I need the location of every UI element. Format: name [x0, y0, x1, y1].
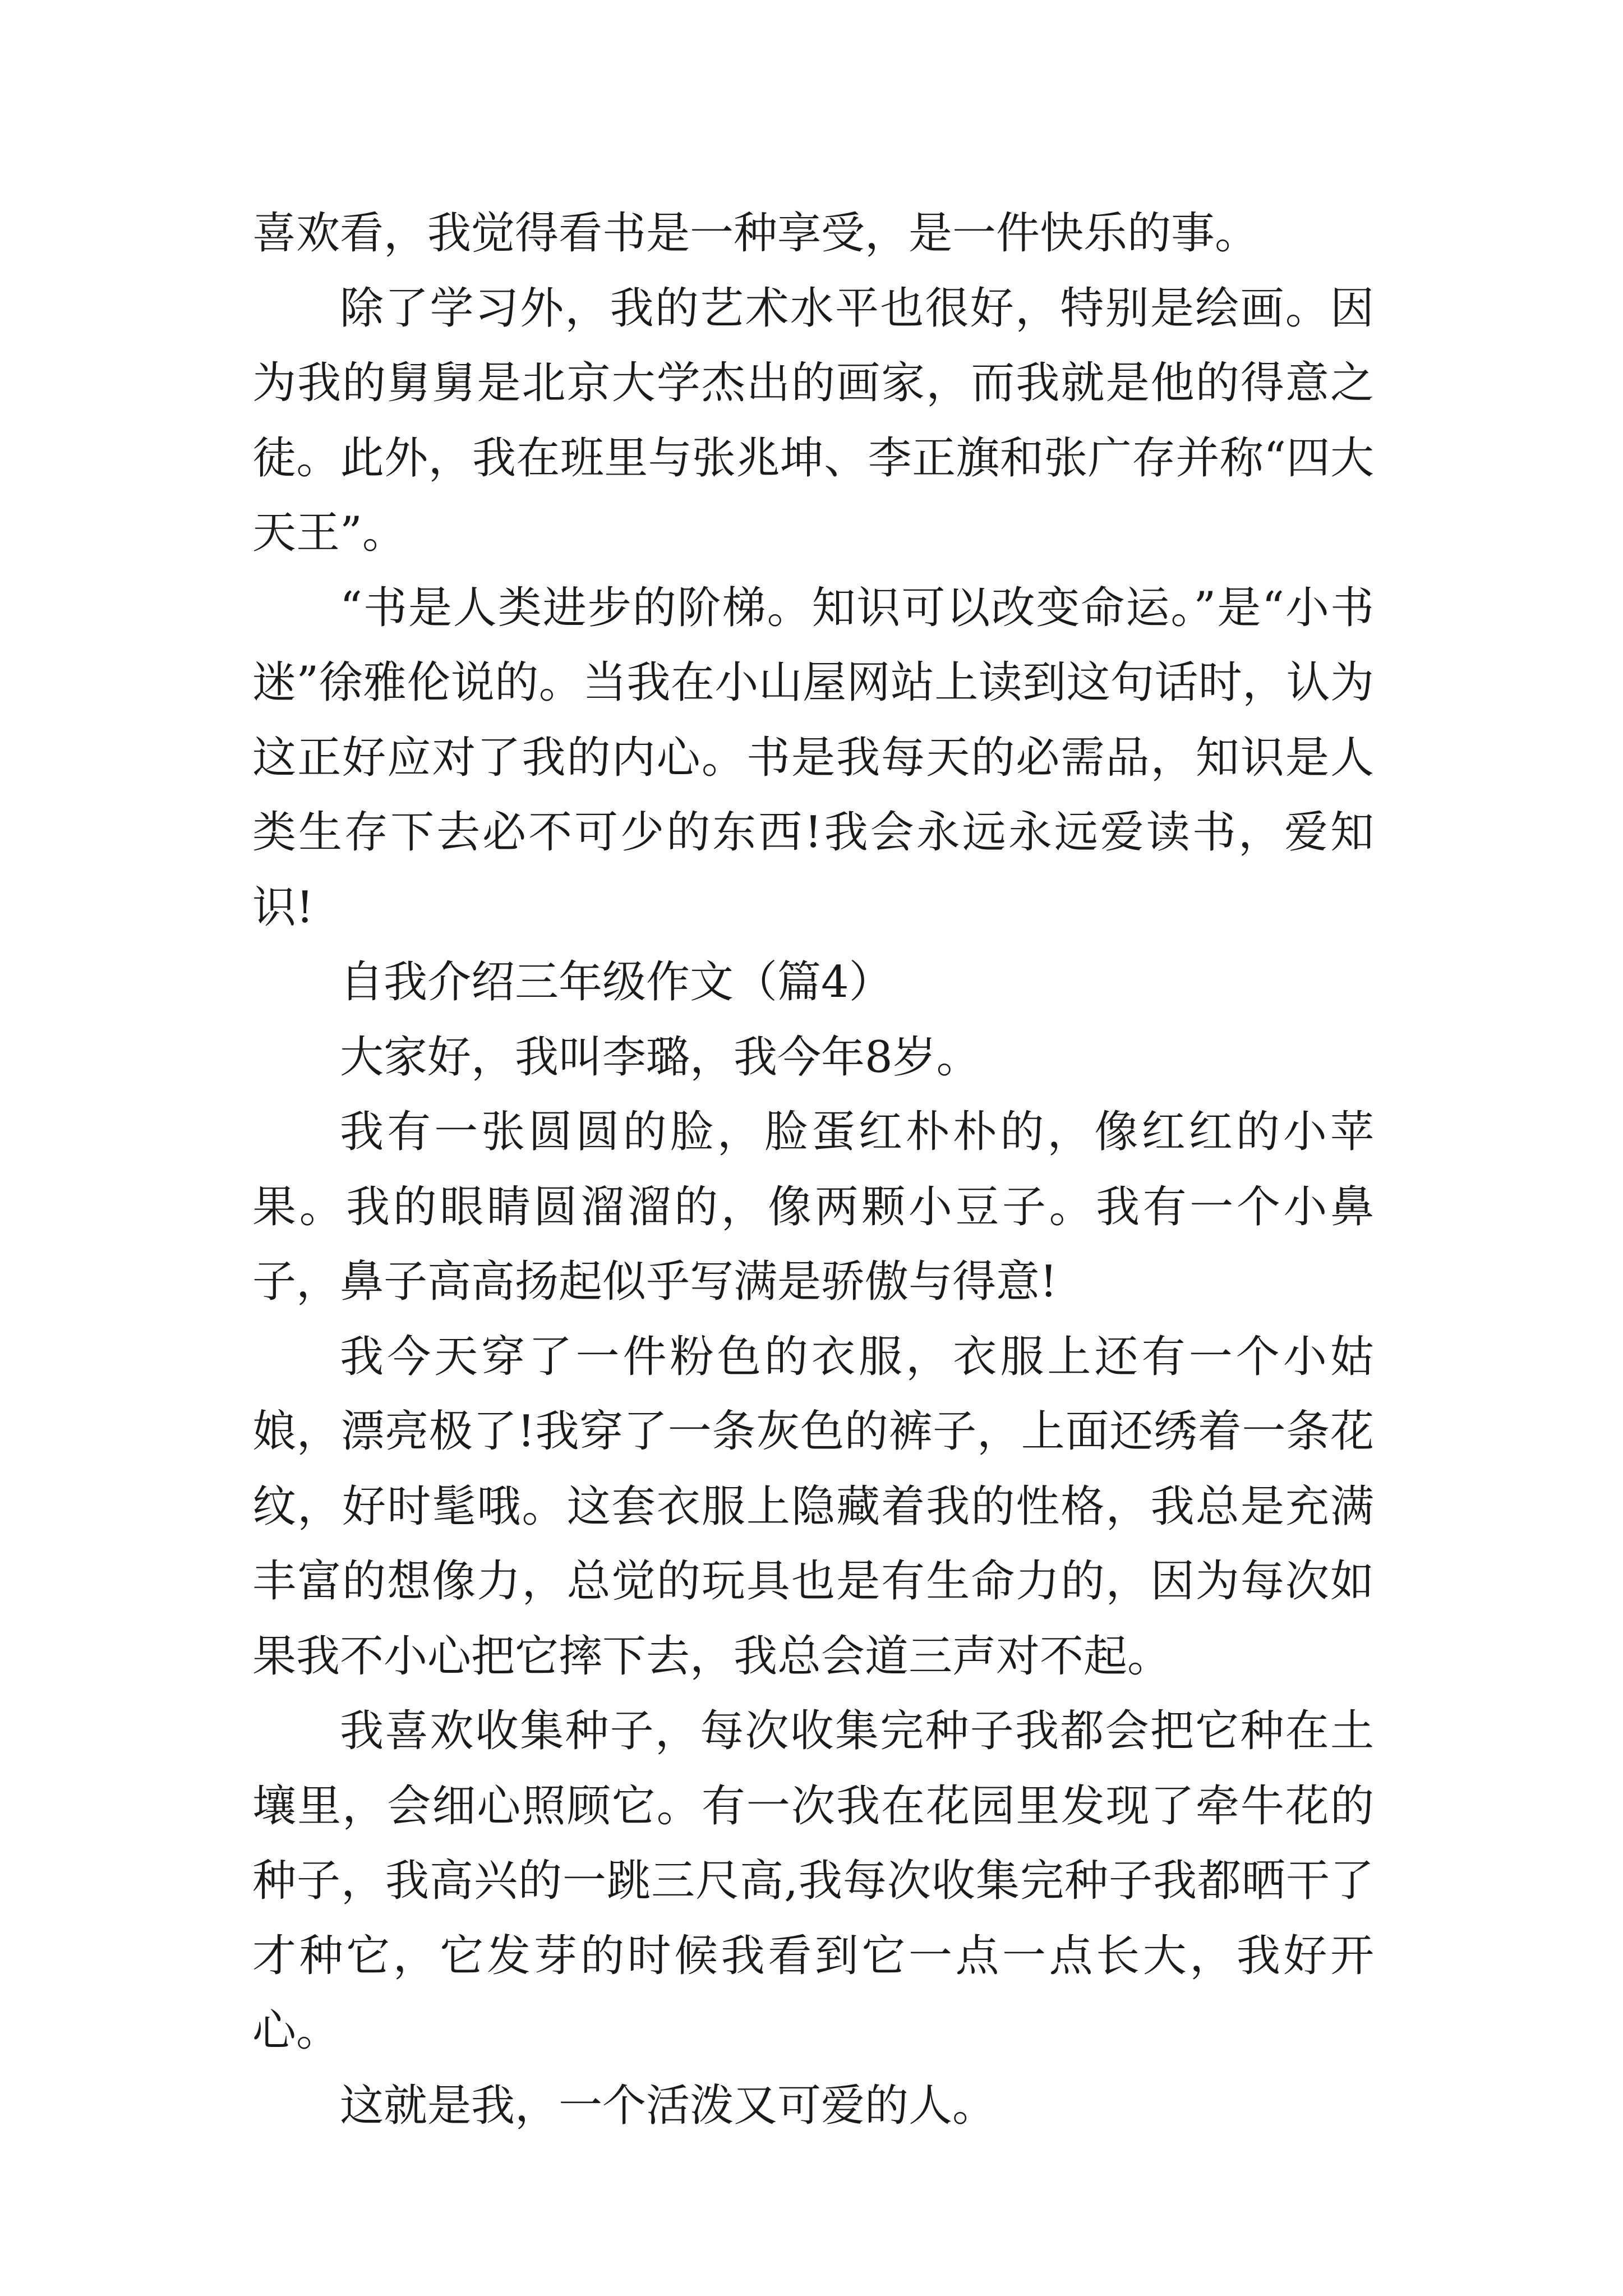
paragraph-seed-collecting: 我喜欢收集种子，每次收集完种子我都会把它种在土壤里，会细心照顾它。有一次我在花园里发现了牵牛花的种子，我高兴的一跳三尺高,我每次收集完种子我都晒干了才种它，它发芽的时候我看到它一点一点长大，我好开心。	[252, 1706, 1374, 2056]
essay-body	[252, 196, 1374, 2143]
paragraph-greeting: 大家好，我叫李璐，我今年8岁。	[340, 1032, 980, 1083]
paragraph-book-quote: “书是人类进步的阶梯。知识可以改变命运。”是“小书迷”徐雅伦说的。当我在小山屋网站上读到这句话时，认为这正好应对了我的内心。书是我每天的必需品，知识是人类生存下去必不可少的东西!我会永远永远爱读书，爱知识!	[252, 582, 1374, 933]
paragraph-art-skills: 除了学习外，我的艺术水平也很好，特别是绘画。因为我的舅舅是北京大学杰出的画家，而我就是他的得意之徒。此外，我在班里与张兆坤、李正旗和张广存并称“四大天王”。	[252, 283, 1374, 558]
paragraph-face-description: 我有一张圆圆的脸，脸蛋红朴朴的，像红红的小苹果。我的眼睛圆溜溜的，像两颗小豆子。我有一个小鼻子，鼻子高高扬起似乎写满是骄傲与得意!	[252, 1107, 1374, 1307]
paragraph-closing: 这就是我，一个活泼又可爱的人。	[340, 2080, 997, 2131]
paragraph-clothes-description: 我今天穿了一件粉色的衣服，衣服上还有一个小姑娘，漂亮极了!我穿了一条灰色的裤子，上面还绣着一条花纹，好时髦哦。这套衣服上隐藏着我的性格，我总是充满丰富的想像力，总觉的玩具也是有生命力的，因为每次如果我不小心把它摔下去，我总会道三声对不起。	[252, 1331, 1374, 1682]
paragraph-continuation: 喜欢看，我觉得看书是一种享受，是一件快乐的事。	[252, 208, 1259, 259]
essay-section-title: 自我介绍三年级作文（篇4）	[340, 957, 893, 1007]
